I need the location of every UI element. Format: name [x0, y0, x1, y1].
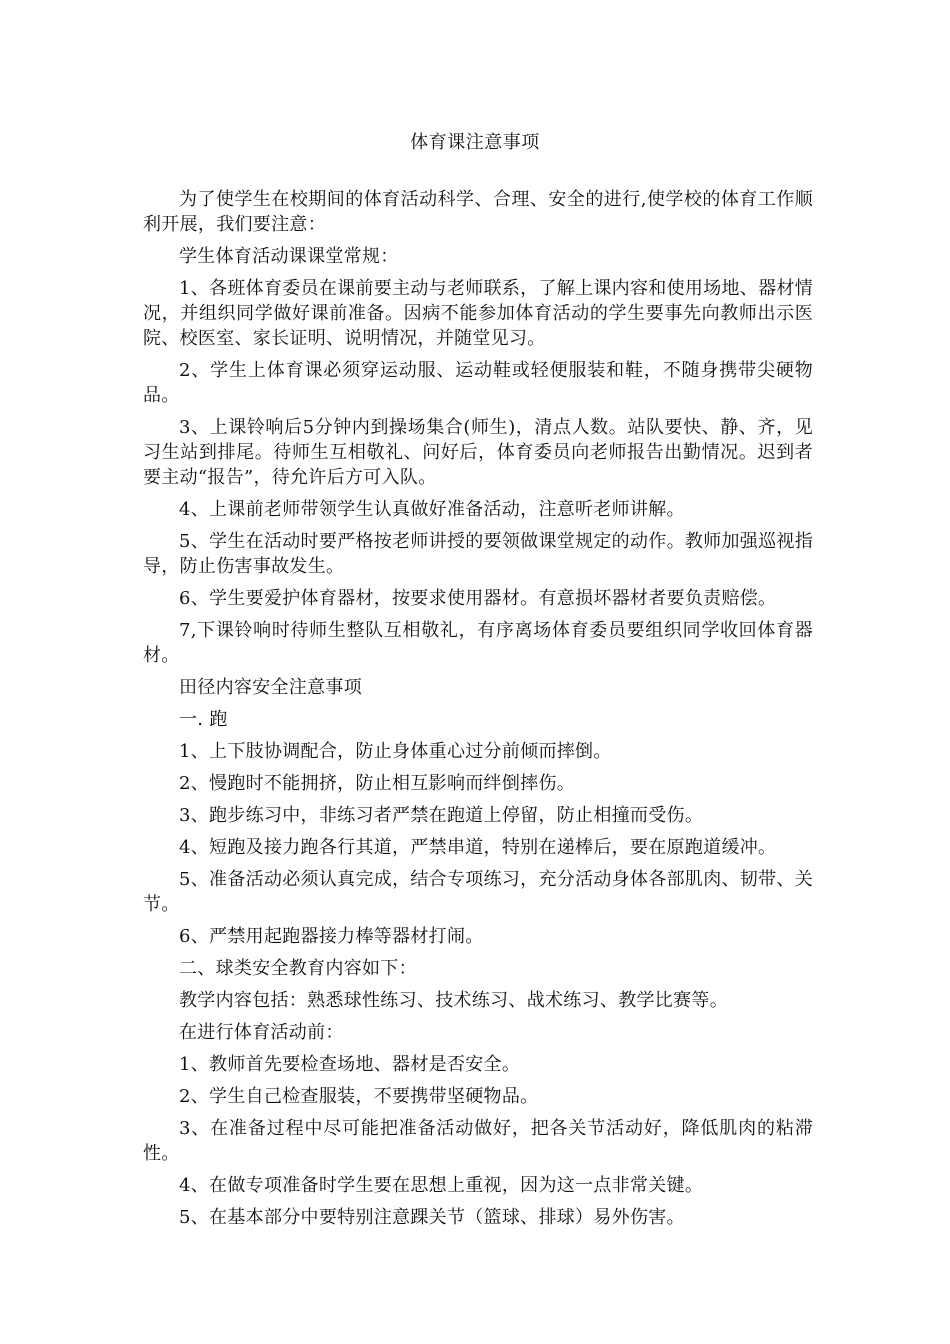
- ball-item-2: 2、学生自己检查服装，不要携带坚硬物品。: [179, 1086, 539, 1107]
- rule-item-7: 7,下课铃响时待师生整队互相敬礼，有序离场体育委员要组织同学收回体育器材。: [143, 620, 813, 666]
- ball-item-1: 1、教师首先要检查场地、器材是否安全。: [179, 1054, 521, 1075]
- document-title: 体育课注意事项: [410, 132, 540, 153]
- running-item-5: 5、准备活动必须认真完成，结合专项练习，充分活动身体各部肌肉、韧带、关节。: [143, 869, 813, 915]
- subsection-heading-running: 一. 跑: [179, 709, 228, 730]
- ball-teaching-content: 教学内容包括：熟悉球性练习、技术练习、战术练习、教学比赛等。: [179, 990, 728, 1011]
- intro-paragraph: 为了使学生在校期间的体育活动科学、合理、安全的进行,使学校的体育工作顺利开展，我们要注意：: [143, 189, 813, 235]
- rule-item-6: 6、学生要爱护体育器材，按要求使用器材。有意损坏器材者要负责赔偿。: [179, 588, 777, 609]
- ball-item-4: 4、在做专项准备时学生要在思想上重视，因为这一点非常关键。: [179, 1175, 704, 1196]
- rule-item-5: 5、学生在活动时要严格按老师讲授的要领做课堂规定的动作。教师加强巡视指导，防止伤害事故发生。: [143, 531, 813, 577]
- section-heading-ball-sports: 二、球类安全教育内容如下：: [179, 958, 417, 979]
- ball-item-3: 3、在准备过程中尽可能把准备活动做好，把各关节活动好，降低肌肉的粘滞性。: [143, 1118, 813, 1164]
- section-heading-classroom-rules: 学生体育活动课课堂常规：: [179, 246, 399, 267]
- rule-item-3: 3、上课铃响后5分钟内到操场集合(师生)，清点人数。站队要快、静、齐，见习生站到排尾。待师生互相敬礼、问好后，体育委员向老师报告出勤情况。迟到者要主动“报告”，待允许后方可入队。: [143, 417, 813, 488]
- section-heading-track-safety: 田径内容安全注意事项: [179, 677, 362, 698]
- running-item-3: 3、跑步练习中，非练习者严禁在跑道上停留，防止相撞而受伤。: [179, 805, 704, 826]
- rule-item-1: 1、各班体育委员在课前要主动与老师联系，了解上课内容和使用场地、器材情况，并组织同学做好课前准备。因病不能参加体育活动的学生要事先向教师出示医院、校医室、家长证明、说明情况，并随堂见习。: [143, 278, 813, 349]
- running-item-6: 6、严禁用起跑器接力棒等器材打闹。: [179, 926, 484, 947]
- ball-item-5: 5、在基本部分中要特别注意踝关节（篮球、排球）易外伤害。: [179, 1207, 685, 1228]
- running-item-4: 4、短跑及接力跑各行其道，严禁串道，特别在递棒后，要在原跑道缓冲。: [179, 837, 777, 858]
- running-item-1: 1、上下肢协调配合，防止身体重心过分前倾而摔倒。: [179, 741, 612, 762]
- rule-item-4: 4、上课前老师带领学生认真做好准备活动，注意听老师讲解。: [179, 499, 685, 520]
- running-item-2: 2、慢跑时不能拥挤，防止相互影响而绊倒摔伤。: [179, 773, 576, 794]
- rule-item-2: 2、学生上体育课必须穿运动服、运动鞋或轻便服装和鞋，不随身携带尖硬物品。: [143, 360, 813, 406]
- before-activity-heading: 在进行体育活动前：: [179, 1022, 344, 1043]
- document-body: [143, 187, 813, 1237]
